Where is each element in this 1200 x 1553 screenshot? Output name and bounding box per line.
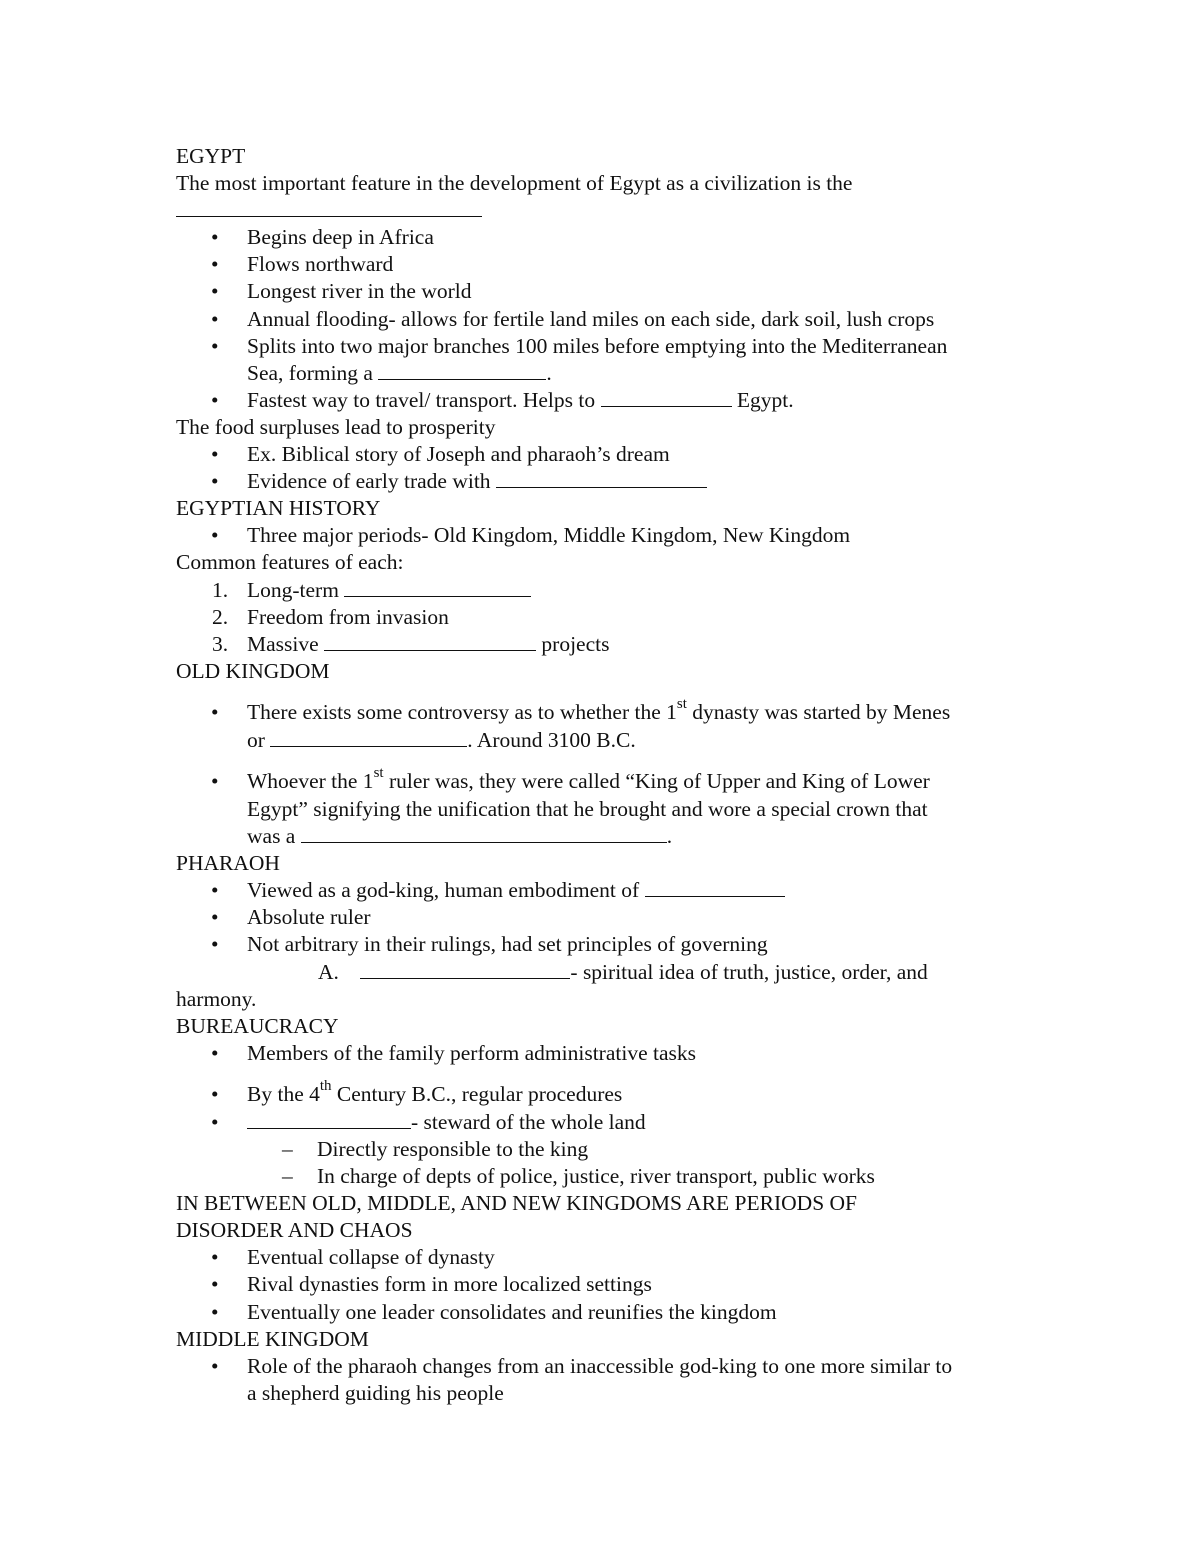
item-text: or bbox=[247, 727, 265, 752]
item-text: Not arbitrary in their rulings, had set principles of governing bbox=[247, 932, 768, 957]
bullet: • bbox=[211, 1299, 219, 1324]
list-item bbox=[176, 333, 1036, 360]
numbered-item bbox=[176, 604, 1036, 631]
fill-blank bbox=[247, 1109, 411, 1129]
bullet: • bbox=[211, 932, 219, 957]
heading-text: EGYPT bbox=[176, 144, 246, 168]
list-item bbox=[176, 685, 1036, 727]
fill-blank bbox=[360, 959, 570, 979]
item-text: a shepherd guiding his people bbox=[247, 1380, 504, 1405]
item-text: Viewed as a god-king, human embodiment of bbox=[247, 878, 640, 903]
bullet: • bbox=[211, 279, 219, 304]
item-text: was a bbox=[247, 824, 296, 849]
list-item bbox=[176, 306, 1036, 333]
list-item-continuation bbox=[176, 796, 1036, 823]
paragraph-text: Common features of each: bbox=[176, 550, 404, 575]
fill-blank bbox=[344, 577, 531, 597]
list-item-continuation bbox=[176, 360, 1036, 387]
heading-bureaucracy bbox=[176, 1013, 1036, 1040]
item-text: Flows northward bbox=[247, 252, 394, 277]
intro-blank-line bbox=[176, 197, 1036, 224]
sub-list-item bbox=[176, 1163, 1036, 1190]
item-text: By the 4 bbox=[247, 1081, 320, 1106]
heading-in-between-cont bbox=[176, 1217, 1036, 1244]
bullet: • bbox=[211, 469, 219, 494]
list-item bbox=[176, 251, 1036, 278]
dash-marker: – bbox=[282, 1137, 293, 1161]
list-item-continuation bbox=[176, 727, 1036, 754]
item-text: . bbox=[666, 824, 673, 849]
item-text: Members of the family perform administrative tasks bbox=[247, 1040, 696, 1065]
bullet: • bbox=[211, 1040, 219, 1065]
list-item bbox=[176, 1244, 1036, 1271]
item-text: Freedom from invasion bbox=[247, 604, 449, 629]
document-page bbox=[176, 143, 1036, 1407]
item-text: Directly responsible to the king bbox=[317, 1137, 589, 1161]
item-text: Role of the pharaoh changes from an inaccessible god-king to one more similar to bbox=[247, 1353, 953, 1378]
item-text: Absolute ruler bbox=[247, 905, 371, 930]
fill-blank bbox=[176, 197, 482, 217]
heading-text: PHARAOH bbox=[176, 851, 280, 876]
item-text: harmony. bbox=[176, 986, 257, 1011]
numbered-item bbox=[176, 577, 1036, 604]
heading-egyptian-history bbox=[176, 495, 1036, 522]
fill-blank bbox=[496, 468, 707, 488]
list-item bbox=[176, 1271, 1036, 1298]
sub-list-item bbox=[176, 1136, 1036, 1163]
list-item-continuation bbox=[176, 1380, 1036, 1407]
item-text: Splits into two major branches 100 miles before emptying into the Mediterranean bbox=[247, 333, 948, 358]
bullet: • bbox=[211, 333, 219, 358]
heading-text: DISORDER AND CHAOS bbox=[176, 1218, 413, 1243]
bullet: • bbox=[211, 768, 219, 793]
fill-blank bbox=[270, 727, 467, 747]
superscript: st bbox=[373, 764, 384, 781]
bullet: • bbox=[211, 1245, 219, 1270]
dash-marker: – bbox=[282, 1164, 293, 1189]
fill-blank bbox=[645, 877, 785, 897]
bullet: • bbox=[211, 387, 219, 412]
item-text: There exists some controversy as to whether the 1 bbox=[247, 699, 677, 724]
item-text: Long-term bbox=[247, 577, 339, 602]
list-item bbox=[176, 877, 1036, 904]
bullet: • bbox=[211, 1081, 219, 1106]
item-text: Fastest way to travel/ transport. Helps to bbox=[247, 387, 596, 412]
item-text: Massive bbox=[247, 631, 319, 656]
item-text: Eventual collapse of dynasty bbox=[247, 1245, 495, 1270]
item-text: Ex. Biblical story of Joseph and pharaoh’s dream bbox=[247, 442, 670, 467]
bullet: • bbox=[211, 905, 219, 930]
heading-egypt bbox=[176, 143, 1036, 170]
common-features-line bbox=[176, 549, 1036, 576]
list-item bbox=[176, 278, 1036, 305]
heading-text: OLD KINGDOM bbox=[176, 658, 330, 683]
heading-pharaoh bbox=[176, 850, 1036, 877]
item-text: Eventually one leader consolidates and reunifies the kingdom bbox=[247, 1299, 777, 1324]
fill-blank bbox=[601, 387, 732, 407]
numbered-item bbox=[176, 631, 1036, 658]
heading-in-between bbox=[176, 1190, 1036, 1217]
bullet: • bbox=[211, 1109, 219, 1134]
fill-blank bbox=[301, 823, 667, 843]
item-text: Egypt” signifying the unification that he brought and wore a special crown that bbox=[247, 796, 928, 821]
item-text: Annual flooding- allows for fertile land miles on each side, dark soil, lush crops bbox=[247, 306, 935, 331]
list-item bbox=[176, 931, 1036, 958]
item-text: ruler was, they were called “King of Upper and King of Lower bbox=[383, 768, 930, 793]
item-text: Longest river in the world bbox=[247, 279, 472, 304]
bullet: • bbox=[211, 306, 219, 331]
sub-item-a-wrap bbox=[176, 986, 1036, 1013]
list-item bbox=[176, 441, 1036, 468]
bullet: • bbox=[211, 225, 219, 250]
list-item bbox=[176, 522, 1036, 549]
bullet: • bbox=[211, 252, 219, 277]
bullet: • bbox=[211, 1272, 219, 1297]
item-text: Whoever the 1 bbox=[247, 768, 374, 793]
item-text: dynasty was started by Menes bbox=[686, 699, 951, 724]
item-text: Egypt. bbox=[736, 387, 794, 412]
item-text: . bbox=[546, 360, 552, 385]
superscript: th bbox=[319, 1077, 332, 1094]
list-item bbox=[176, 904, 1036, 931]
item-number: 3. bbox=[212, 631, 229, 656]
bullet: • bbox=[211, 699, 219, 724]
heading-text: EGYPTIAN HISTORY bbox=[176, 496, 381, 521]
list-item bbox=[176, 1109, 1036, 1136]
list-item bbox=[176, 754, 1036, 796]
list-item bbox=[176, 387, 1036, 414]
intro-text: The most important feature in the development of Egypt as a civilization is the bbox=[176, 171, 853, 196]
paragraph-text: The food surpluses lead to prosperity bbox=[176, 414, 496, 439]
bullet: • bbox=[211, 878, 219, 903]
heading-middle-kingdom bbox=[176, 1326, 1036, 1353]
item-text: Evidence of early trade with bbox=[247, 469, 491, 494]
item-text: Century B.C., regular procedures bbox=[331, 1081, 623, 1106]
superscript: st bbox=[676, 695, 687, 712]
item-text: - steward of the whole land bbox=[411, 1109, 646, 1134]
list-item-continuation bbox=[176, 823, 1036, 850]
item-text: In charge of depts of police, justice, river transport, public works bbox=[317, 1164, 875, 1189]
heading-text: BUREAUCRACY bbox=[176, 1013, 339, 1038]
item-text: - spiritual idea of truth, justice, order, and bbox=[570, 959, 928, 984]
item-letter: A. bbox=[318, 959, 339, 984]
item-text: Begins deep in Africa bbox=[247, 225, 434, 250]
bullet: • bbox=[211, 442, 219, 467]
bullet: • bbox=[211, 1353, 219, 1378]
list-item bbox=[176, 468, 1036, 495]
food-line bbox=[176, 414, 1036, 441]
item-text: Three major periods- Old Kingdom, Middle Kingdom, New Kingdom bbox=[247, 523, 851, 548]
heading-old-kingdom bbox=[176, 658, 1036, 685]
list-item bbox=[176, 1067, 1036, 1109]
list-item bbox=[176, 1299, 1036, 1326]
item-text: projects bbox=[536, 631, 610, 656]
heading-text: IN BETWEEN OLD, MIDDLE, AND NEW KINGDOMS ARE PERIODS OF bbox=[176, 1191, 858, 1216]
fill-blank bbox=[324, 631, 536, 651]
item-text: . Around 3100 B.C. bbox=[467, 727, 636, 752]
item-text: Sea, forming a bbox=[247, 360, 373, 385]
list-item bbox=[176, 224, 1036, 251]
list-item bbox=[176, 1353, 1036, 1380]
item-number: 1. bbox=[212, 577, 229, 602]
fill-blank bbox=[378, 360, 546, 380]
item-number: 2. bbox=[212, 604, 229, 629]
intro-line bbox=[176, 170, 1036, 197]
item-text: Rival dynasties form in more localized settings bbox=[247, 1272, 652, 1297]
list-item bbox=[176, 1040, 1036, 1067]
heading-text: MIDDLE KINGDOM bbox=[176, 1326, 369, 1351]
bullet: • bbox=[211, 523, 219, 548]
sub-item-a bbox=[176, 959, 1036, 986]
